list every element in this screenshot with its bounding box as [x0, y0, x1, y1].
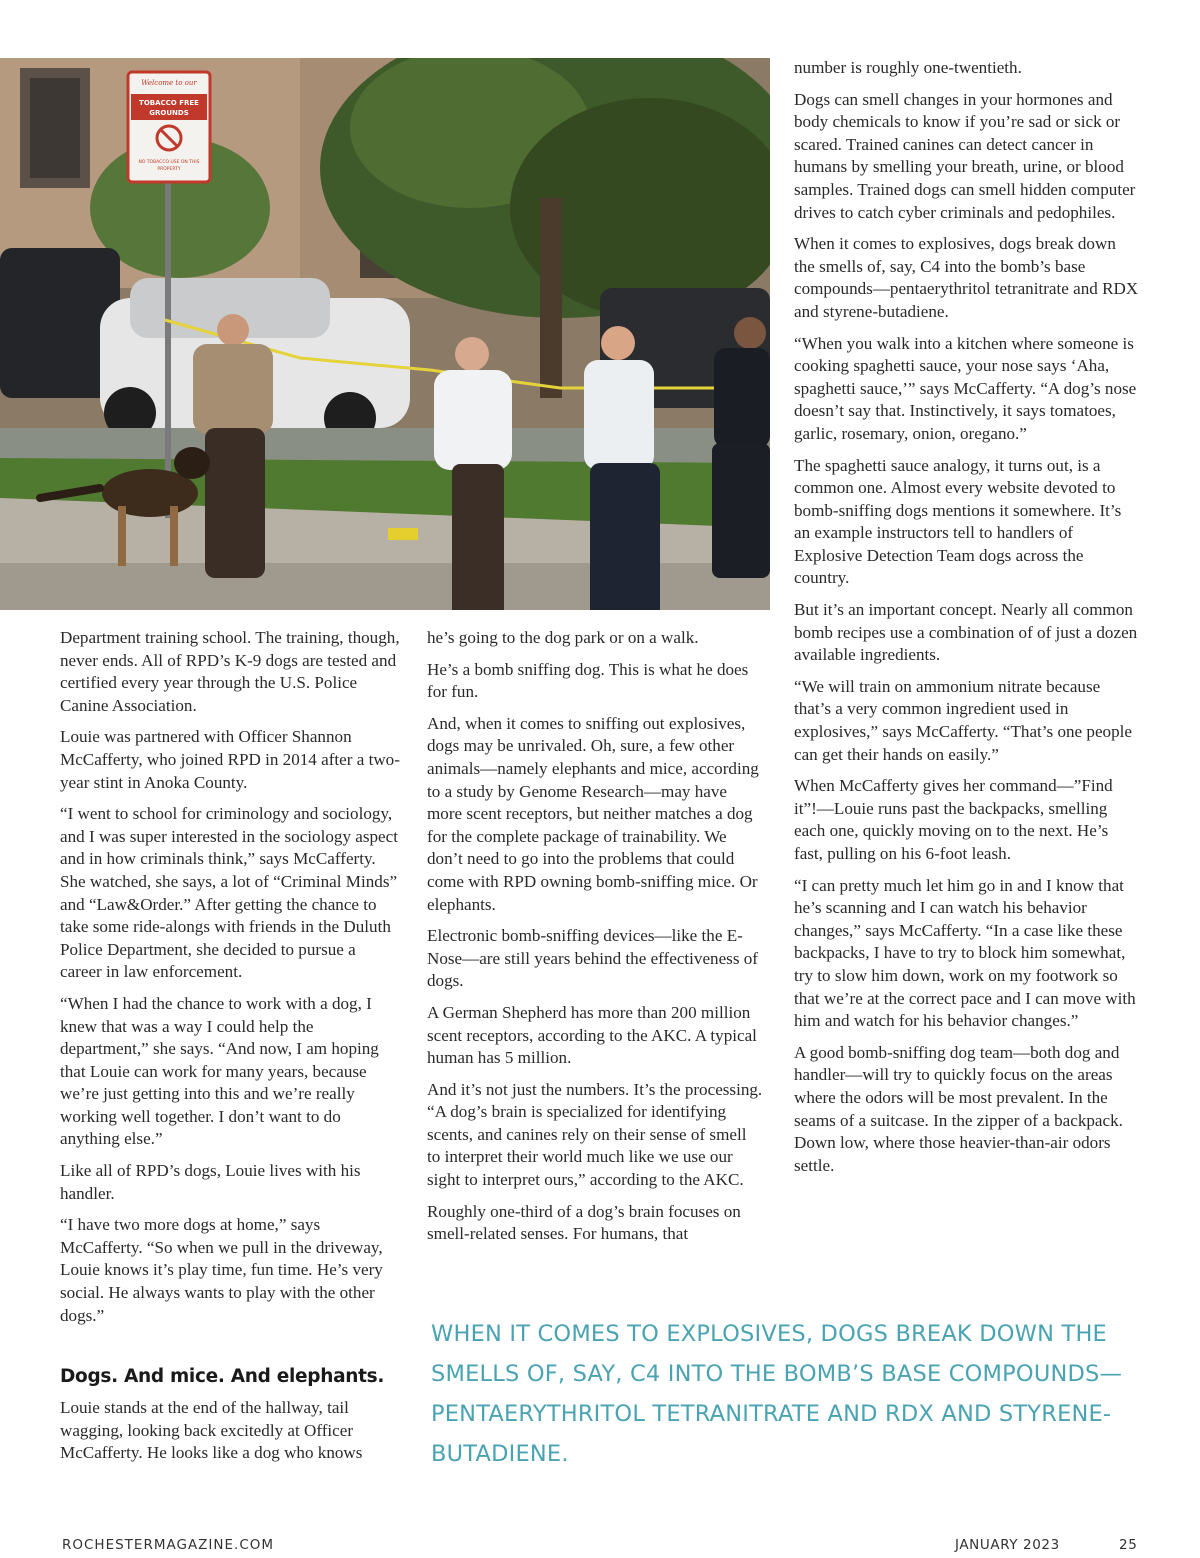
sign-line-3: GROUNDS [149, 109, 189, 117]
paragraph: He’s a bomb sniffing dog. This is what he does for fun. [427, 659, 749, 702]
section-subheading: Dogs. And mice. And elephants. [60, 1366, 385, 1388]
paragraph: And it’s not just the numbers. It’s the processing. “A dog’s brain is specialized for identifying scents, and canines rely on their sense of smell to interpret their world much like we use our sight to interpret ours,” according to the AKC. [427, 1079, 763, 1190]
article-column-3 [794, 57, 1139, 1186]
article-column-2 [427, 627, 763, 1255]
footer-site: ROCHESTERMAGAZINE.COM [62, 1537, 275, 1553]
paragraph: “I went to school for criminology and sociology, and I was super interested in the sociology aspect and in how criminals think,” says McCafferty. She watched, she says, a lot of “Criminal Minds” and “Law&Order.” After getting the chance to take some ride-alongs with friends in the Duluth Police Department, she decided to pursue a career in law enforcement. [60, 804, 398, 982]
hero-photo [0, 58, 770, 610]
paragraph: The spaghetti sauce analogy, it turns out, is a common one. Almost every website devoted to bomb-sniffing dogs mentions it somewhere. It’s an example instructors tell to handlers of Explosive Detection Team dogs across the country. [794, 455, 1122, 588]
sign-line-5: PROPERTY [157, 167, 181, 172]
sign-line-2: TOBACCO FREE [139, 99, 199, 107]
sign-line-4: NO TOBACCO USE ON THIS [138, 160, 200, 165]
paragraph: Electronic bomb-sniffing devices—like the E-Nose—are still years behind the effectiveness of dogs. [427, 926, 758, 991]
article-column-1 [60, 627, 400, 1474]
paragraph: Roughly one-third of a dog’s brain focuses on smell-related senses. For humans, that [427, 1201, 741, 1244]
pull-quote: WHEN IT COMES TO EXPLOSIVES, DOGS BREAK DOWN THE SMELLS OF, SAY, C4 INTO THE BOMB’S BASE COMPOUNDS—PENTAERYTHRITOL TETRANITRATE AND RDX AND STYRENE-BUTADIENE. [431, 1321, 1123, 1467]
police-k9-scene-photo [0, 58, 770, 610]
paragraph: Department training school. The training, though, never ends. All of RPD’s K-9 dogs are tested and certified every year through the U.S. Police Canine Association. [60, 628, 400, 715]
paragraph: Louie stands at the end of the hallway, tail wagging, looking back excitedly at Officer McCafferty. He looks like a dog who knows [60, 1398, 363, 1463]
paragraph: Dogs can smell changes in your hormones and body chemicals to know if you’re sad or sick or scared. Trained canines can detect cancer in humans by smelling your breath, urine, or blood samples. Trained dogs can smell hidden computer drives to catch cyber criminals and pedophiles. [794, 89, 1136, 222]
paragraph: A German Shepherd has more than 200 million scent receptors, according to the AKC. A typical human has 5 million. [427, 1002, 757, 1068]
paragraph: number is roughly one-twentieth. [794, 58, 1022, 77]
paragraph: “I have two more dogs at home,” says McCafferty. “So when we pull in the driveway, Louie knows it’s play time, fun time. He’s very social. He always wants to play with the other dogs.” [60, 1215, 383, 1325]
paragraph: “I can pretty much let him go in and I know that he’s scanning and I can watch his behavior changes,” says McCafferty. “In a case like these backpacks, I have to try to block him somewhat, try to slow him down, work on my footwork so that we’re at the correct pace and I can move with him and watch for his behavior changes.” [794, 875, 1136, 1031]
sign-line-1: Welcome to our [141, 79, 197, 87]
paragraph: “When I had the chance to work with a dog, I knew that was a way I could help the department,” she says. “And now, I am hoping that Louie can work for many years, because we’re just getting into this and we’re really working well together. I don’t want to do anything else.” [60, 993, 379, 1149]
paragraph: Like all of RPD’s dogs, Louie lives with his handler. [60, 1161, 361, 1203]
paragraph: When it comes to explosives, dogs break down the smells of, say, C4 into the bomb’s base compounds—pentaerythritol tetranitrate and RDX and styrene-butadiene. [794, 234, 1139, 321]
paragraph: Louie was partnered with Officer Shannon McCafferty, who joined RPD in 2014 after a two-year stint in Anoka County. [60, 727, 400, 792]
paragraph: he’s going to the dog park or on a walk. [427, 628, 699, 647]
footer-date: JANUARY 2023 [955, 1537, 1060, 1553]
paragraph: “We will train on ammonium nitrate because that’s a very common ingredient used in explosives,” says McCafferty. “That’s one people can get their hands on easily.” [794, 676, 1132, 764]
paragraph: And, when it comes to sniffing out explosives, dogs may be unrivaled. Oh, sure, a few other animals—namely elephants and mice, according to a study by Genome Research—may have more scent receptors, but neither matches a dog for the complete package of trainability. We don’t need to go into the problems that could come with RPD owning bomb-sniffing mice. Or elephants. [427, 713, 759, 914]
paragraph: But it’s an important concept. Nearly all common bomb recipes use a combination of of just a dozen available ingredients. [794, 600, 1138, 665]
paragraph: “When you walk into a kitchen where someone is cooking spaghetti sauce, your nose says ‘Aha, spaghetti sauce,’” says McCafferty. “A dog’s nose doesn’t say that. Instinctively, it says tomatoes, garlic, rosemary, onion, oregano.” [794, 333, 1137, 443]
paragraph: When McCafferty gives her command—”Find it”!—Louie runs past the backpacks, smelling each one, quickly moving on to the next. He’s fast, pulling on his 6-foot leash. [794, 776, 1113, 863]
page-number: 25 [1119, 1537, 1138, 1553]
paragraph: A good bomb-sniffing dog team—both dog and handler—will try to quickly focus on the areas where the odors will be most prevalent. In the seams of a suitcase. In the zipper of a backpack. Down low, where those heavier-than-air odors settle. [794, 1042, 1123, 1175]
